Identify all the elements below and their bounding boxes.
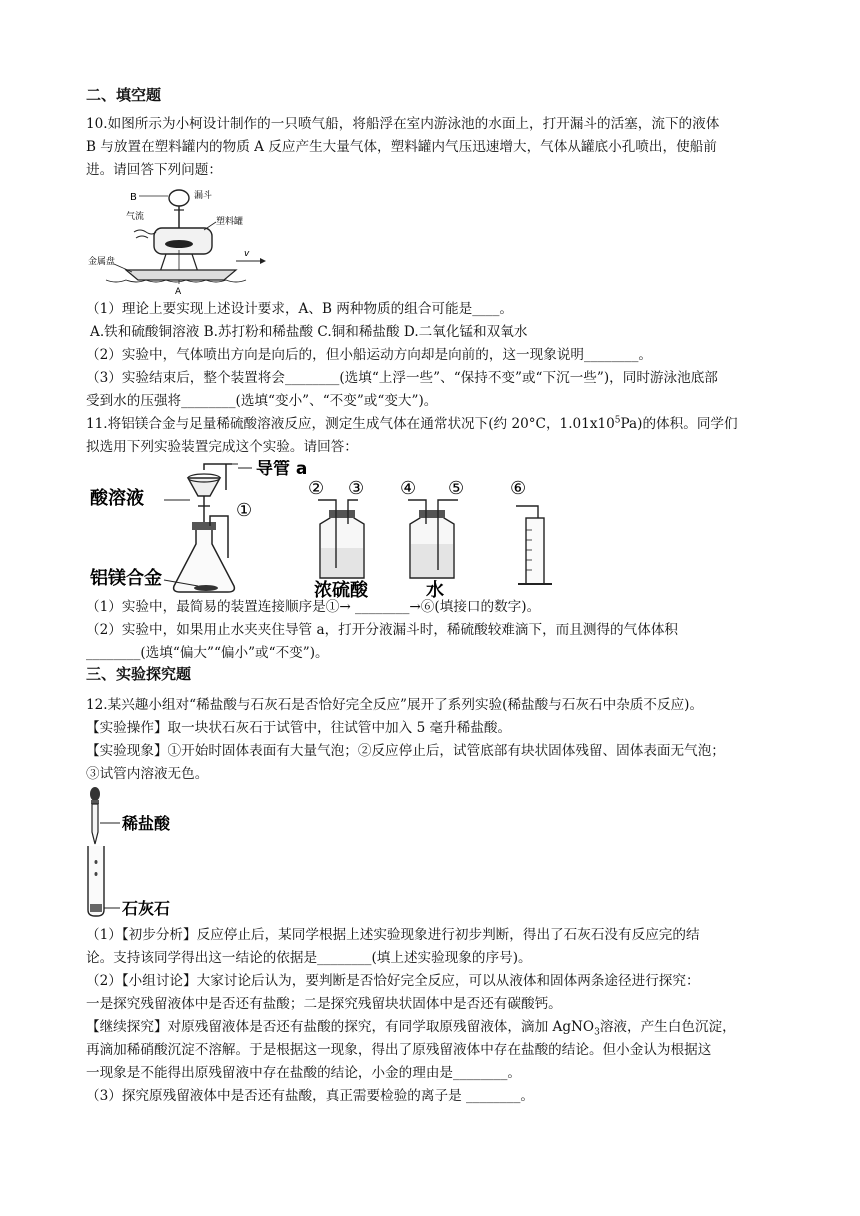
q11-part2-line2: ________(选填“偏大”“偏小”或“不变”)。: [86, 645, 329, 661]
q11-stem-a: 11.将铝镁合金与足量稀硫酸溶液反应，测定生成气体在通常状况下(约 20°C，1.01x10: [86, 416, 615, 432]
section-heading-inquiry: 三、实验探究题: [86, 665, 192, 683]
q10-part3-line1: （3）实验结束后，整个装置将会________(选填“上浮一些”、“保持不变”或“下沉一些”)，同时游泳池底部: [86, 370, 718, 386]
label-n3: ③: [348, 478, 365, 499]
q12-part1-line1: （1）【初步分析】反应停止后，某同学根据上述实验现象进行初步判断，得出了石灰石没有反应完的结: [86, 927, 700, 943]
q11-stem-line1: [86, 413, 786, 435]
q11-stem-sup: 5: [614, 415, 621, 426]
label-alloy: 铝镁合金: [90, 568, 162, 589]
section-heading-fill-in: 二、填空题: [86, 86, 162, 104]
q10-part2: （2）实验中，气体喷出方向是向后的，但小船运动方向却是向前的，这一现象说明________。: [86, 347, 652, 363]
label-boat: 金属盘: [88, 257, 116, 267]
q12-continue-line1: [86, 1016, 786, 1038]
q10-stem-line1: 10.如图所示为小柯设计制作的一只喷气船，将船浮在室内游泳池的水面上，打开漏斗的活塞，流下的液体: [86, 116, 720, 132]
q12-continue-b: 溶液，产生白色沉淀，: [599, 1019, 736, 1035]
q12-stem: 12.某兴趣小组对“稀盐酸与石灰石是否恰好完全反应”展开了系列实验(稀盐酸与石灰石中杂质不反应)。: [86, 697, 704, 713]
q12-part2-line1: （2）【小组讨论】大家讨论后认为，要判断是否恰好完全反应，可以从液体和固体两条途径进行探究：: [86, 973, 700, 989]
label-water: 水: [426, 580, 444, 600]
q10-part1: （1）理论上要实现上述设计要求，A、B 两种物质的组合可能是____。: [86, 301, 513, 317]
q10-part3-line2: 受到水的压强将________(选填“变小”、“不变”或“变大”)。: [86, 393, 438, 409]
q12-phenomenon-line2: ③试管内溶液无色。: [86, 766, 209, 782]
label-h2so4: 浓硫酸: [314, 580, 368, 600]
apparatus-figure: [86, 460, 566, 600]
label-n5: ⑤: [448, 478, 465, 499]
jet-boat-figure: [86, 184, 266, 296]
label-hcl: 稀盐酸: [122, 814, 171, 833]
q12-part1-line2: 论。支持该同学得出这一结论的依据是________(填上述实验现象的序号)。: [86, 950, 532, 966]
test-tube-figure: [86, 786, 196, 918]
label-n6: ⑥: [510, 478, 527, 499]
q10-stem-line2: B 与放置在塑料罐内的物质 A 反应产生大量气体，塑料罐内气压迅速增大，气体从罐底小孔喷出，使船前: [86, 139, 717, 155]
q11-part1: （1）实验中，最简易的装置连接顺序是①→ ________→⑥(填接口的数字)。: [86, 599, 541, 615]
label-b: B: [130, 192, 137, 203]
label-v: v: [244, 249, 250, 259]
q11-part2-line1: （2）实验中，如果用止水夹夹住导管 a，打开分液漏斗时，稀硫酸较难滴下，而且测得的气体体积: [86, 622, 679, 638]
q12-continue-sub: 3: [594, 1027, 600, 1038]
label-n4: ④: [400, 478, 417, 499]
q11-stem-line2: 拟选用下列实验装置完成这个实验。请回答：: [86, 439, 358, 455]
q12-continue-line3: 一现象是不能得出原残留液中存在盐酸的结论，小金的理由是________。: [86, 1065, 521, 1081]
label-n2: ②: [308, 478, 325, 499]
label-a: A: [175, 287, 182, 296]
label-tank: 塑料罐: [216, 217, 244, 227]
q11-stem-b: Pa)的体积。同学们: [620, 416, 738, 432]
q12-continue-line2: 再滴加稀硝酸沉淀不溶解。于是根据这一现象，得出了原残留液体中存在盐酸的结论。但小金认为根据这: [86, 1042, 712, 1058]
q12-part3: （3）探究原残留液体中是否还有盐酸，真正需要检验的离子是 ________。: [86, 1088, 534, 1104]
q12-operation: 【实验操作】取一块状石灰石于试管中，往试管中加入 5 毫升稀盐酸。: [86, 720, 512, 736]
label-funnel: 漏斗: [194, 191, 213, 201]
label-n1: ①: [236, 500, 253, 521]
label-tube-a: 导管 a: [256, 460, 308, 479]
label-air: 气流: [126, 212, 145, 222]
q10-stem-line3: 进。请回答下列问题：: [86, 162, 222, 178]
label-caco3: 石灰石: [122, 899, 171, 918]
q12-phenomenon-line1: 【实验现象】①开始时固体表面有大量气泡；②反应停止后，试管底部有块状固体残留、固体表面无气泡；: [86, 743, 725, 759]
q10-options: A.铁和硫酸铜溶液 B.苏打粉和稀盐酸 C.铜和稀盐酸 D.二氧化锰和双氧水: [90, 324, 528, 340]
q12-part2-line2: 一是探究残留液体中是否还有盐酸；二是探究残留块状固体中是否还有碳酸钙。: [86, 996, 562, 1012]
label-acid: 酸溶液: [90, 488, 144, 509]
q12-continue-a: 【继续探究】对原残留液体是否还有盐酸的探究，有同学取原残留液体，滴加 AgNO: [86, 1019, 595, 1035]
